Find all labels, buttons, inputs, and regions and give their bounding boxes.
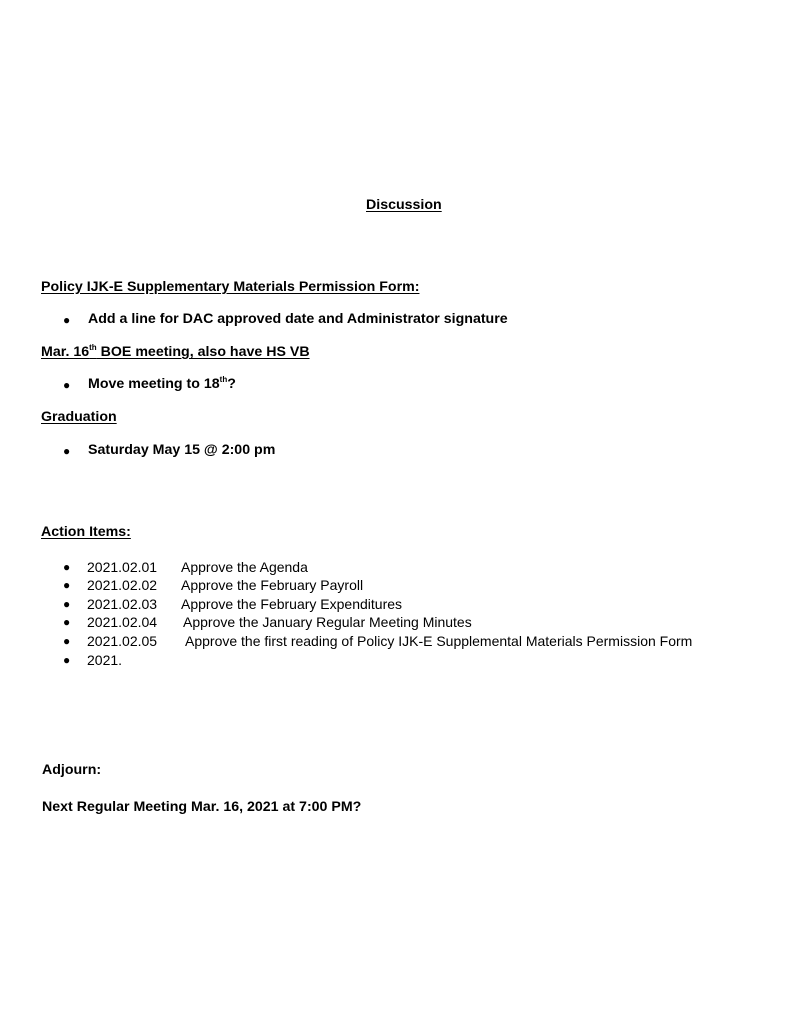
item-text: Approve the January Regular Meeting Minutes bbox=[183, 614, 472, 630]
bullet-dot: ● bbox=[63, 615, 71, 629]
discussion-title: Discussion bbox=[366, 197, 442, 213]
item-code: 2021.02.04 bbox=[87, 614, 158, 630]
meeting-bullet: Move meeting to 18th? bbox=[88, 375, 236, 392]
item-code: 2021. bbox=[87, 652, 123, 668]
item-code: 2021.02.02 bbox=[87, 577, 158, 593]
bullet-dot: ● bbox=[63, 578, 71, 592]
bullet-dot: ● bbox=[63, 653, 71, 667]
bullet-dot: ● bbox=[63, 634, 71, 648]
policy-heading: Policy IJK-E Supplementary Materials Permission Form: bbox=[41, 279, 420, 295]
list-item bbox=[0, 576, 791, 594]
item-code: 2021.02.05 bbox=[87, 633, 158, 649]
list-item bbox=[0, 558, 791, 576]
item-text: Approve the first reading of Policy IJK-E Supplemental Materials Permission Form bbox=[185, 633, 693, 649]
item-code: 2021.02.01 bbox=[87, 559, 158, 575]
bullet-dot: ● bbox=[63, 560, 71, 574]
graduation-heading: Graduation bbox=[41, 409, 117, 425]
bullet-dot: ● bbox=[63, 444, 71, 458]
policy-bullet: Add a line for DAC approved date and Administrator signature bbox=[88, 311, 508, 327]
item-code: 2021.02.03 bbox=[87, 596, 158, 612]
list-item bbox=[0, 651, 791, 669]
meeting-heading: Mar. 16th BOE meeting, also have HS VB bbox=[41, 343, 310, 360]
action-items-heading: Action Items: bbox=[41, 524, 131, 540]
item-text: Approve the February Expenditures bbox=[181, 596, 403, 612]
bullet-dot: ● bbox=[63, 597, 71, 611]
bullet-dot: ● bbox=[63, 378, 71, 392]
bullet-dot: ● bbox=[63, 313, 71, 327]
item-text: Approve the February Payroll bbox=[181, 577, 364, 593]
list-item bbox=[0, 613, 791, 631]
graduation-bullet: Saturday May 15 @ 2:00 pm bbox=[88, 442, 276, 458]
next-meeting: Next Regular Meeting Mar. 16, 2021 at 7:00 PM? bbox=[42, 799, 362, 815]
list-item bbox=[0, 595, 791, 613]
item-text: Approve the Agenda bbox=[181, 559, 308, 575]
list-item bbox=[0, 632, 791, 650]
adjourn-label: Adjourn: bbox=[42, 762, 102, 778]
